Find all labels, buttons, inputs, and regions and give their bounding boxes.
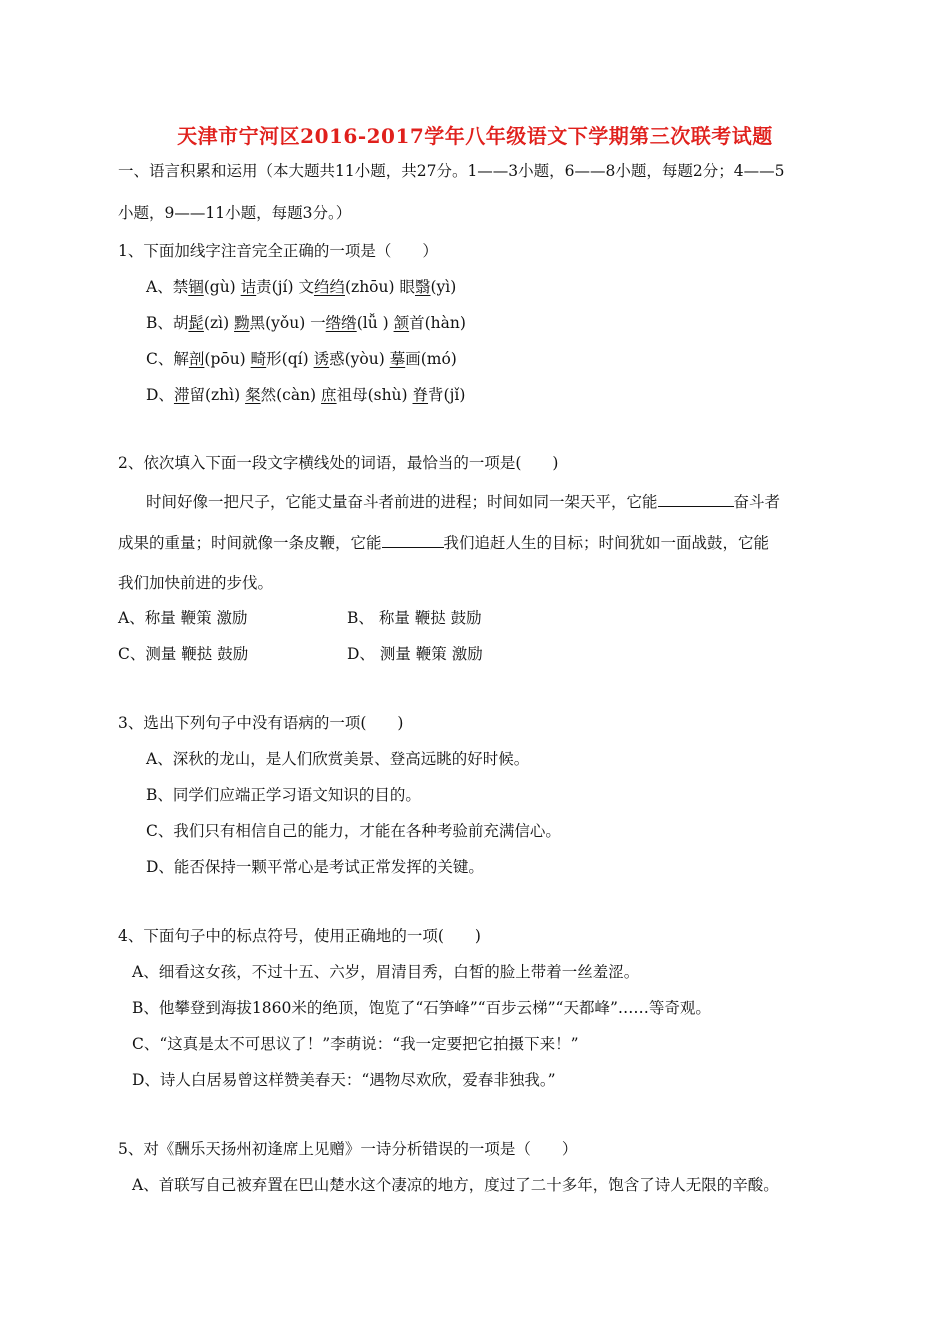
question-2-passage-line3: 我们加快前进的步伐。	[118, 574, 274, 592]
section-heading-line2: 小题，9——11小题，每题3分。）	[118, 204, 352, 222]
question-5-stem: 5、对《酬乐天扬州初逢席上见赠》一诗分析错误的一项是（ ）	[118, 1140, 578, 1158]
question-1-option-b: B、胡髭(zì) 黝黑(yǒu) 一绺绺(lǚ ) 颔首(hàn)	[146, 314, 466, 332]
question-3-stem: 3、选出下列句子中没有语病的一项( )	[118, 714, 404, 732]
fill-blank-2	[382, 531, 444, 548]
question-2-stem: 2、依次填入下面一段文字横线处的词语，最恰当的一项是( )	[118, 454, 559, 472]
question-4-stem: 4、下面句子中的标点符号，使用正确地的一项( )	[118, 927, 481, 945]
question-5-option-a: A、首联写自己被弃置在巴山楚水这个凄凉的地方，度过了二十多年，饱含了诗人无限的辛酸。	[132, 1176, 779, 1194]
question-2-passage-line1: 时间好像一把尺子，它能丈量奋斗者前进的进程；时间如同一架天平，它能 奋斗者	[146, 490, 780, 513]
question-2-passage-line2: 成果的重量；时间就像一条皮鞭，它能 我们追赶人生的目标；时间犹如一面战鼓，它能	[118, 531, 769, 554]
question-1-option-c: C、解剖(pōu) 畸形(qí) 诱惑(yòu) 摹画(mó)	[146, 350, 457, 368]
question-2-option-d: D、 测量 鞭策 激励	[347, 645, 483, 663]
question-2-option-a: A、称量 鞭策 激励	[118, 609, 248, 627]
question-4-option-a: A、细看这女孩，不过十五、六岁，眉清目秀，白皙的脸上带着一丝羞涩。	[132, 963, 640, 981]
question-3-option-c: C、我们只有相信自己的能力，才能在各种考验前充满信心。	[146, 822, 561, 840]
question-3-option-b: B、同学们应端正学习语文知识的目的。	[146, 786, 421, 804]
question-1-option-d: D、滞留(zhì) 粲然(càn) 庶祖母(shù) 脊背(jǐ)	[146, 386, 466, 404]
section-heading-line1: 一、语言积累和运用（本大题共11小题，共27分。1——3小题，6——8小题，每题2分；4——5	[118, 162, 785, 180]
question-3-option-a: A、深秋的龙山，是人们欣赏美景、登高远眺的好时候。	[146, 750, 530, 768]
question-4-option-c: C、“这真是太不可思议了！”李萌说：“我一定要把它拍摄下来！”	[132, 1035, 579, 1053]
fill-blank-1	[658, 490, 734, 507]
question-4-option-b: B、他攀登到海拔1860米的绝顶，饱览了“石笋峰”“百步云梯”“天都峰”……等奇观。	[132, 999, 711, 1017]
question-1-stem: 1、下面加线字注音完全正确的一项是（ ）	[118, 242, 438, 260]
question-2-option-c: C、测量 鞭挞 鼓励	[118, 645, 249, 663]
question-4-option-d: D、诗人白居易曾这样赞美春天：“遇物尽欢欣，爱春非独我。”	[132, 1071, 556, 1089]
question-1-option-a: A、禁锢(gù) 诘责(jí) 文绉绉(zhōu) 眼翳(yì)	[146, 278, 457, 296]
question-2-option-b: B、 称量 鞭挞 鼓励	[347, 609, 482, 627]
question-3-option-d: D、能否保持一颗平常心是考试正常发挥的关键。	[146, 858, 484, 876]
page-title: 天津市宁河区2016-2017学年八年级语文下学期第三次联考试题	[177, 124, 773, 148]
